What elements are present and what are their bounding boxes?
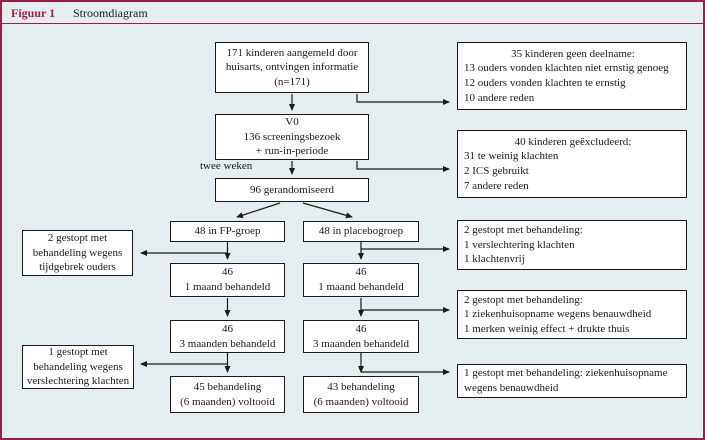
text-line: 46 bbox=[222, 322, 233, 335]
text-line: 2 gestopt met behandeling: bbox=[464, 224, 583, 237]
text-line: behandeling wegens bbox=[33, 360, 123, 373]
interval-label: twee weken bbox=[200, 160, 253, 172]
box-left-dropout-time bbox=[22, 230, 133, 276]
text-line: 1 maand behandeld bbox=[184, 281, 271, 293]
box-fp-completed bbox=[170, 376, 285, 413]
box-randomized bbox=[215, 178, 369, 202]
box-placebo-completed bbox=[303, 376, 419, 413]
text-line: 1 gestopt met behandeling: ziekenhuisopname wegens benauwdheid bbox=[464, 367, 668, 394]
text-line: 1 verslechtering klachten bbox=[464, 238, 575, 251]
text-line: 1 merken weinig effect + drukte thuis bbox=[464, 322, 630, 335]
text-line: 3 maanden behandeld bbox=[179, 337, 276, 350]
text-line: 1 gestopt met bbox=[48, 346, 108, 359]
text-line: 1 maand behandeld bbox=[318, 281, 404, 293]
text-line: 35 kinderen geen deelname: bbox=[511, 47, 635, 60]
text-line: 1 ziekenhuisopname wegens benauwdheid bbox=[464, 308, 652, 321]
text-line: huisarts, ontvingen informatie bbox=[225, 61, 359, 74]
box-fp-month3 bbox=[170, 320, 285, 353]
text-line: 13 ouders vonden klachten niet ernstig genoeg bbox=[464, 62, 669, 75]
text-line: 48 in placebogroep bbox=[318, 225, 404, 238]
figure-title: Stroomdiagram bbox=[73, 6, 148, 20]
box-screening bbox=[215, 114, 369, 160]
text-line: V0 bbox=[285, 116, 299, 129]
text-line: (6 maanden) voltooid bbox=[180, 395, 275, 408]
text-line: behandeling wegens bbox=[32, 246, 123, 259]
text-line: 2 gestopt met behandeling: bbox=[464, 293, 583, 306]
figure-label: Figuur 1 bbox=[11, 6, 56, 20]
text-line: + run-in-periode bbox=[255, 145, 329, 158]
text-line: 48 in FP-groep bbox=[194, 225, 261, 238]
text-line: (n=171) bbox=[274, 75, 310, 88]
text-line: 12 ouders vonden klachten te ernstig bbox=[464, 77, 626, 89]
box-fp-group bbox=[170, 221, 285, 242]
text-line: 40 kinderen geëxcludeerd: bbox=[514, 135, 632, 148]
text-line: 171 kinderen aangemeld door bbox=[226, 46, 358, 59]
box-placebo-month3 bbox=[303, 320, 419, 353]
text-line: 45 behandeling bbox=[193, 380, 262, 393]
text-line: 46 bbox=[355, 266, 367, 279]
text-line: verslechtering klachten bbox=[26, 375, 130, 388]
box-excluded bbox=[457, 130, 687, 198]
text-line: tijdgebrek ouders bbox=[39, 261, 116, 274]
box-right-stop2 bbox=[457, 290, 687, 339]
box-right-stop3 bbox=[457, 364, 687, 398]
box-right-stop1 bbox=[457, 220, 687, 270]
text-line: 46 bbox=[355, 322, 367, 335]
text-line: 43 behandeling bbox=[327, 380, 395, 393]
box-placebo-group bbox=[303, 221, 419, 242]
box-fp-month1 bbox=[170, 263, 285, 297]
text-line: 96 gerandomiseerd bbox=[250, 183, 334, 196]
text-line: 2 gestopt met bbox=[47, 232, 108, 245]
text-line: 3 maanden behandeld bbox=[313, 337, 409, 350]
text-line: 10 andere reden bbox=[464, 91, 535, 104]
text-line: (6 maanden) voltooid bbox=[313, 395, 409, 408]
text-line: 1 klachtenvrij bbox=[464, 253, 525, 266]
text-line: 31 te weinig klachten bbox=[464, 150, 559, 163]
text-line: 7 andere reden bbox=[464, 179, 529, 192]
text-line: 136 screeningsbezoek bbox=[243, 130, 341, 143]
figure-titlebar bbox=[2, 2, 703, 24]
box-left-dropout-worse bbox=[22, 345, 134, 389]
text-line: 2 ICS gebruikt bbox=[464, 165, 529, 177]
box-placebo-month1 bbox=[303, 263, 419, 297]
text-line: 46 bbox=[222, 266, 233, 279]
box-enrolled bbox=[215, 42, 369, 93]
box-no-participation bbox=[457, 42, 687, 110]
